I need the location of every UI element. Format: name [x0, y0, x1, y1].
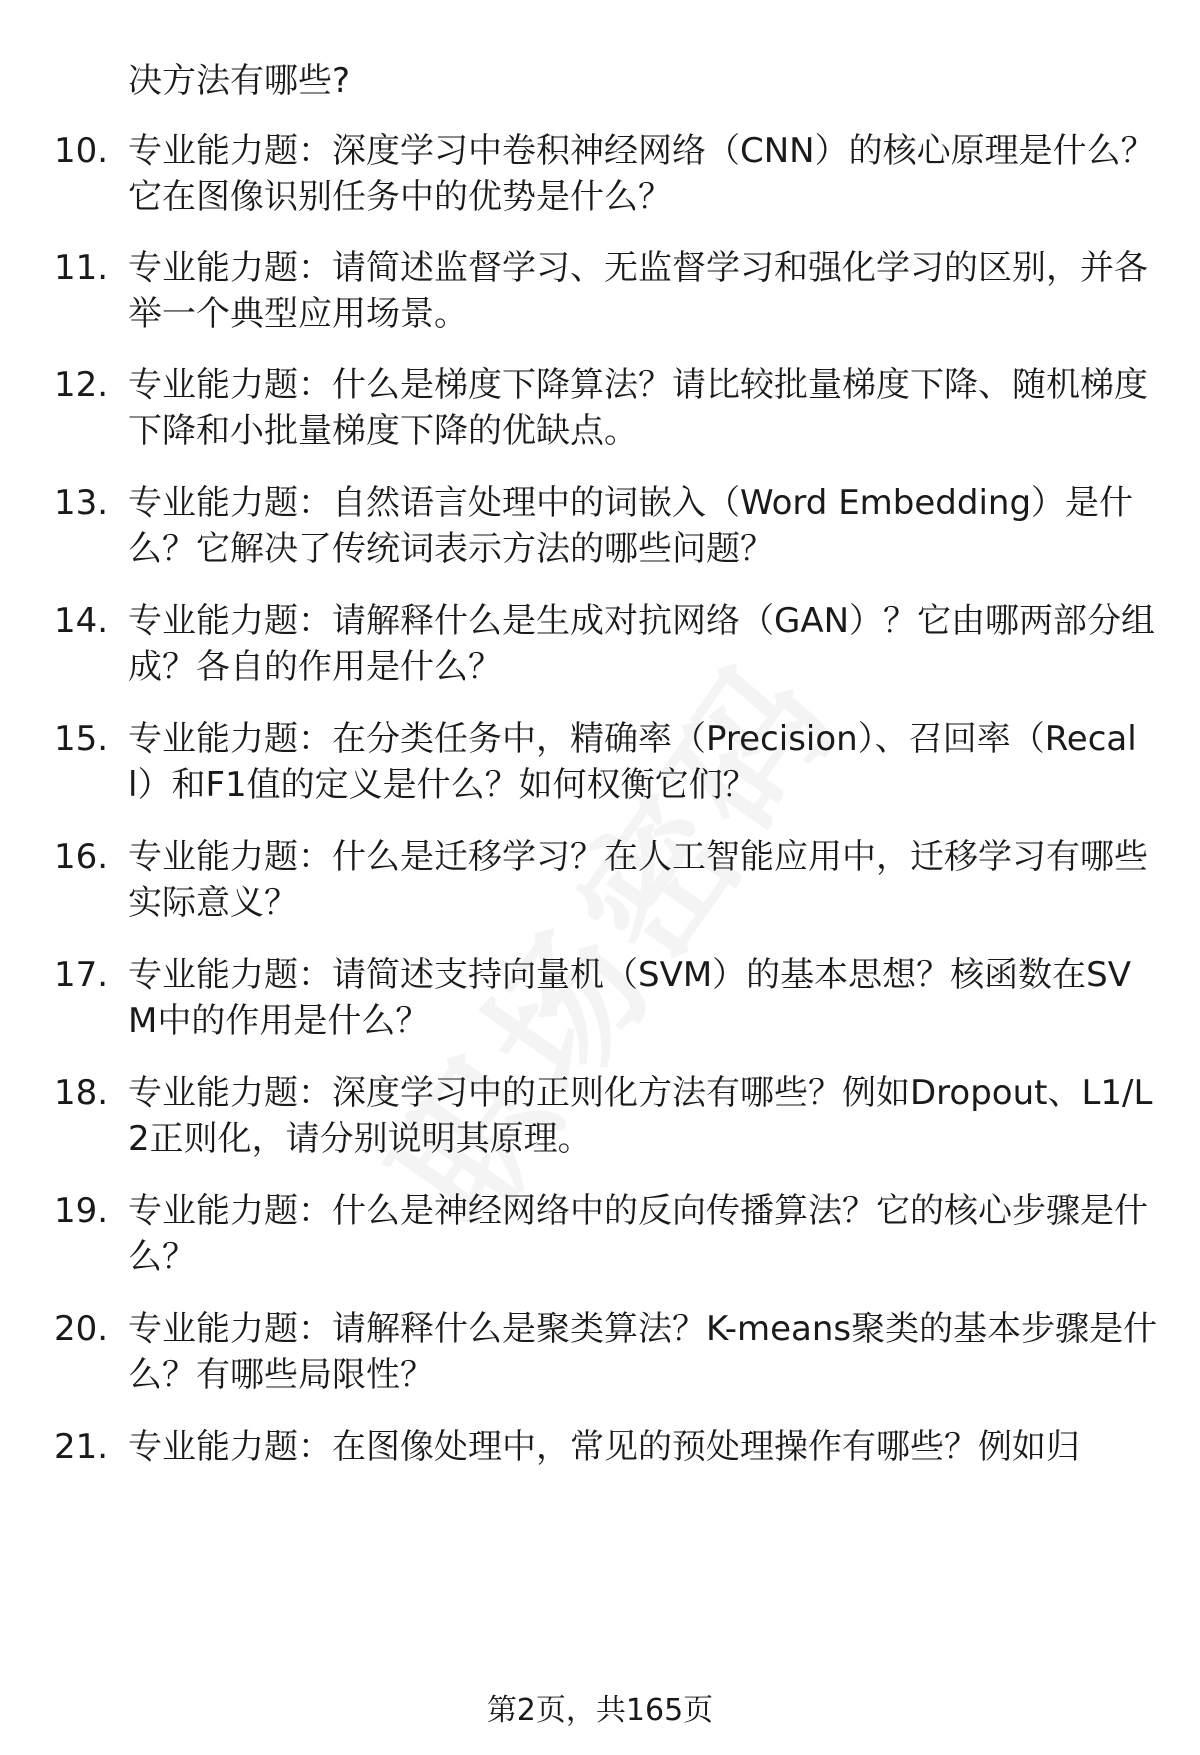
question-number: 10. — [54, 131, 109, 171]
question-text: 专业能力题：请解释什么是生成对抗网络（GAN）？它由哪两部分组成？各自的作用是什么？ — [128, 601, 1156, 687]
question-number: 12. — [54, 365, 109, 405]
continuation-text: 决方法有哪些? — [128, 61, 351, 101]
question-number: 19. — [54, 1191, 109, 1231]
page-footer: 第2页，共165页 — [486, 1693, 714, 1728]
question-number: 15. — [54, 719, 109, 759]
question-text: 专业能力题：请解释什么是聚类算法？K-means聚类的基本步骤是什么？有哪些局限性？ — [128, 1309, 1158, 1395]
question-number: 11. — [54, 248, 109, 288]
question-text: 专业能力题：请简述支持向量机（SVM）的基本思想？核函数在SVM中的作用是什么？ — [128, 955, 1132, 1041]
question-text: 专业能力题：深度学习中卷积神经网络（CNN）的核心原理是什么？它在图像识别任务中的优势是什么？ — [128, 131, 1155, 217]
question-number: 14. — [54, 601, 109, 641]
question-number: 17. — [54, 955, 109, 995]
question-number: 18. — [54, 1073, 109, 1113]
question-text: 专业能力题：请简述监督学习、无监督学习和强化学习的区别，并各举一个典型应用场景。 — [128, 248, 1148, 334]
question-number: 21. — [54, 1427, 109, 1467]
question-text: 专业能力题：在图像处理中，常见的预处理操作有哪些？例如归 — [128, 1427, 1080, 1467]
question-text: 专业能力题：什么是梯度下降算法？请比较批量梯度下降、随机梯度下降和小批量梯度下降的优缺点。 — [128, 365, 1148, 451]
question-number: 16. — [54, 837, 109, 877]
question-text: 专业能力题：什么是迁移学习？在人工智能应用中，迁移学习有哪些实际意义？ — [128, 837, 1148, 923]
question-text: 专业能力题：在分类任务中，精确率（Precision）、召回率（Recall）和F1值的定义是什么？如何权衡它们？ — [128, 719, 1137, 805]
question-text: 专业能力题：深度学习中的正则化方法有哪些？例如Dropout、L1/L2正则化，请分别说明其原理。 — [128, 1073, 1153, 1159]
question-number: 13. — [54, 483, 109, 523]
question-text: 专业能力题：什么是神经网络中的反向传播算法？它的核心步骤是什么？ — [128, 1191, 1148, 1277]
question-text: 专业能力题：自然语言处理中的词嵌入（Word Embedding）是什么？它解决了传统词表示方法的哪些问题？ — [128, 483, 1134, 569]
question-number: 20. — [54, 1309, 109, 1349]
